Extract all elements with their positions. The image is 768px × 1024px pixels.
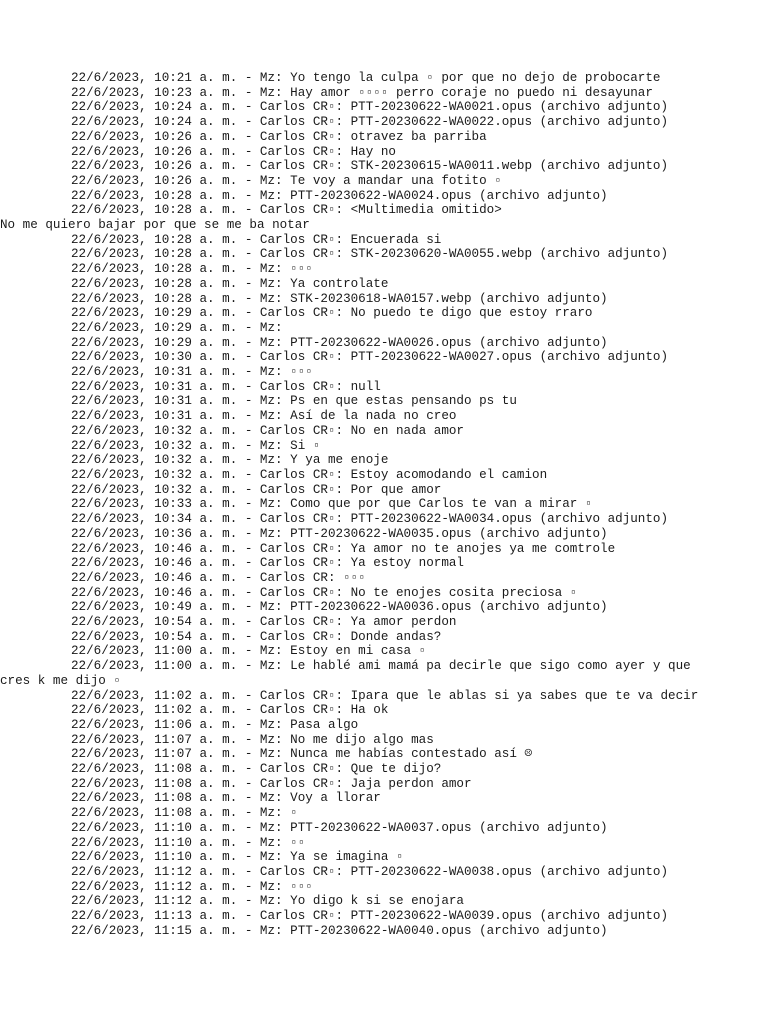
chat-log-text xyxy=(0,71,731,938)
chat-line: 22/6/2023, 10:26 a. m. - Carlos CR▫: otravez ba parriba xyxy=(71,129,487,144)
chat-line: 22/6/2023, 11:12 a. m. - Mz: Yo digo k si se enojara xyxy=(71,894,464,909)
chat-line: 22/6/2023, 11:08 a. m. - Mz: ▫ xyxy=(71,806,298,821)
chat-line: 22/6/2023, 10:46 a. m. - Carlos CR▫: No te enojes cosita preciosa ▫ xyxy=(71,585,578,600)
chat-line: 22/6/2023, 10:31 a. m. - Mz: ▫▫▫ xyxy=(71,365,313,380)
chat-line-continuation: No me quiero bajar por que se me ba notar xyxy=(0,218,310,233)
chat-line: 22/6/2023, 10:28 a. m. - Mz: PTT-20230622-WA0024.opus (archivo adjunto) xyxy=(71,188,608,203)
chat-line: 22/6/2023, 10:32 a. m. - Carlos CR▫: No en nada amor xyxy=(71,423,464,438)
chat-line: 22/6/2023, 11:15 a. m. - Mz: PTT-20230622-WA0040.opus (archivo adjunto) xyxy=(71,923,608,938)
chat-line: 22/6/2023, 10:26 a. m. - Carlos CR▫: STK-20230615-WA0011.webp (archivo adjunto) xyxy=(71,159,669,174)
chat-line: 22/6/2023, 10:33 a. m. - Mz: Como que por que Carlos te van a mirar ▫ xyxy=(71,497,593,512)
chat-line: 22/6/2023, 10:36 a. m. - Mz: PTT-20230622-WA0035.opus (archivo adjunto) xyxy=(71,526,608,541)
chat-line-continuation: cres k me dijo ▫ xyxy=(0,673,121,688)
chat-line: 22/6/2023, 10:46 a. m. - Carlos CR▫: Ya estoy normal xyxy=(71,556,464,571)
chat-line: 22/6/2023, 10:32 a. m. - Carlos CR▫: Estoy acomodando el camion xyxy=(71,467,548,482)
chat-line: 22/6/2023, 10:49 a. m. - Mz: PTT-20230622-WA0036.opus (archivo adjunto) xyxy=(71,600,608,615)
chat-line: 22/6/2023, 10:31 a. m. - Mz: Así de la nada no creo xyxy=(71,409,457,424)
chat-line: 22/6/2023, 11:02 a. m. - Carlos CR▫: Ipara que le ablas si ya sabes que te va decir xyxy=(71,688,699,703)
chat-line: 22/6/2023, 10:23 a. m. - Mz: Hay amor ▫▫▫▫ perro coraje no puedo ni desayunar xyxy=(71,85,653,100)
chat-line: 22/6/2023, 10:29 a. m. - Mz: PTT-20230622-WA0026.opus (archivo adjunto) xyxy=(71,335,608,350)
chat-line: 22/6/2023, 10:28 a. m. - Mz: ▫▫▫ xyxy=(71,262,313,277)
chat-line: 22/6/2023, 10:28 a. m. - Mz: STK-20230618-WA0157.webp (archivo adjunto) xyxy=(71,291,608,306)
chat-line: 22/6/2023, 10:32 a. m. - Carlos CR▫: Por que amor xyxy=(71,482,442,497)
chat-line: 22/6/2023, 10:46 a. m. - Carlos CR: ▫▫▫ xyxy=(71,570,366,585)
chat-line: 22/6/2023, 11:12 a. m. - Carlos CR▫: PTT-20230622-WA0038.opus (archivo adjunto) xyxy=(71,864,669,879)
chat-line: 22/6/2023, 11:07 a. m. - Mz: No me dijo algo mas xyxy=(71,732,434,747)
chat-line: 22/6/2023, 10:34 a. m. - Carlos CR▫: PTT-20230622-WA0034.opus (archivo adjunto) xyxy=(71,512,669,527)
chat-line: 22/6/2023, 11:02 a. m. - Carlos CR▫: Ha ok xyxy=(71,703,389,718)
chat-line: 22/6/2023, 10:32 a. m. - Mz: Y ya me enoje xyxy=(71,453,389,468)
chat-line: 22/6/2023, 10:24 a. m. - Carlos CR▫: PTT-20230622-WA0022.opus (archivo adjunto) xyxy=(71,115,669,130)
chat-line: 22/6/2023, 11:00 a. m. - Mz: Estoy en mi casa ▫ xyxy=(71,644,427,659)
chat-line: 22/6/2023, 10:28 a. m. - Carlos CR▫: <Multimedia omitido> xyxy=(71,203,502,218)
chat-line: 22/6/2023, 10:26 a. m. - Mz: Te voy a mandar una fotito ▫ xyxy=(71,173,502,188)
chat-line: 22/6/2023, 11:08 a. m. - Carlos CR▫: Que te dijo? xyxy=(71,762,442,777)
chat-line: 22/6/2023, 10:29 a. m. - Carlos CR▫: No puedo te digo que estoy rraro xyxy=(71,306,593,321)
chat-line: 22/6/2023, 11:10 a. m. - Mz: Ya se imagina ▫ xyxy=(71,850,404,865)
chat-line: 22/6/2023, 10:31 a. m. - Mz: Ps en que estas pensando ps tu xyxy=(71,394,517,409)
chat-line: 22/6/2023, 10:30 a. m. - Carlos CR▫: PTT-20230622-WA0027.opus (archivo adjunto) xyxy=(71,350,669,365)
chat-line: 22/6/2023, 11:06 a. m. - Mz: Pasa algo xyxy=(71,717,359,732)
chat-line: 22/6/2023, 11:07 a. m. - Mz: Nunca me habías contestado así ☹ xyxy=(71,747,533,762)
chat-line: 22/6/2023, 10:31 a. m. - Carlos CR▫: null xyxy=(71,379,381,394)
chat-line: 22/6/2023, 10:46 a. m. - Carlos CR▫: Ya amor no te anojes ya me comtrole xyxy=(71,541,616,556)
chat-line: 22/6/2023, 10:28 a. m. - Carlos CR▫: STK-20230620-WA0055.webp (archivo adjunto) xyxy=(71,247,669,262)
chat-line: 22/6/2023, 11:00 a. m. - Mz: Le hablé ami mamá pa decirle que sigo como ayer y que xyxy=(71,659,691,674)
chat-line: 22/6/2023, 11:12 a. m. - Mz: ▫▫▫ xyxy=(71,879,313,894)
chat-line: 22/6/2023, 11:10 a. m. - Mz: PTT-20230622-WA0037.opus (archivo adjunto) xyxy=(71,820,608,835)
chat-line: 22/6/2023, 10:32 a. m. - Mz: Si ▫ xyxy=(71,438,321,453)
chat-line: 22/6/2023, 11:13 a. m. - Carlos CR▫: PTT-20230622-WA0039.opus (archivo adjunto) xyxy=(71,909,669,924)
chat-line: 22/6/2023, 10:28 a. m. - Mz: Ya controlate xyxy=(71,276,389,291)
chat-line: 22/6/2023, 10:28 a. m. - Carlos CR▫: Encuerada si xyxy=(71,232,442,247)
chat-line: 22/6/2023, 10:54 a. m. - Carlos CR▫: Ya amor perdon xyxy=(71,615,457,630)
chat-line: 22/6/2023, 11:08 a. m. - Mz: Voy a llorar xyxy=(71,791,381,806)
chat-line: 22/6/2023, 10:26 a. m. - Carlos CR▫: Hay no xyxy=(71,144,396,159)
chat-line: 22/6/2023, 10:24 a. m. - Carlos CR▫: PTT-20230622-WA0021.opus (archivo adjunto) xyxy=(71,100,669,115)
chat-line: 22/6/2023, 10:21 a. m. - Mz: Yo tengo la culpa ▫ por que no dejo de probocarte xyxy=(71,71,661,85)
chat-line: 22/6/2023, 11:10 a. m. - Mz: ▫▫ xyxy=(71,835,306,850)
chat-line: 22/6/2023, 11:08 a. m. - Carlos CR▫: Jaja perdon amor xyxy=(71,776,472,791)
chat-line: 22/6/2023, 10:29 a. m. - Mz: xyxy=(71,320,283,335)
chat-line: 22/6/2023, 10:54 a. m. - Carlos CR▫: Donde andas? xyxy=(71,629,442,644)
